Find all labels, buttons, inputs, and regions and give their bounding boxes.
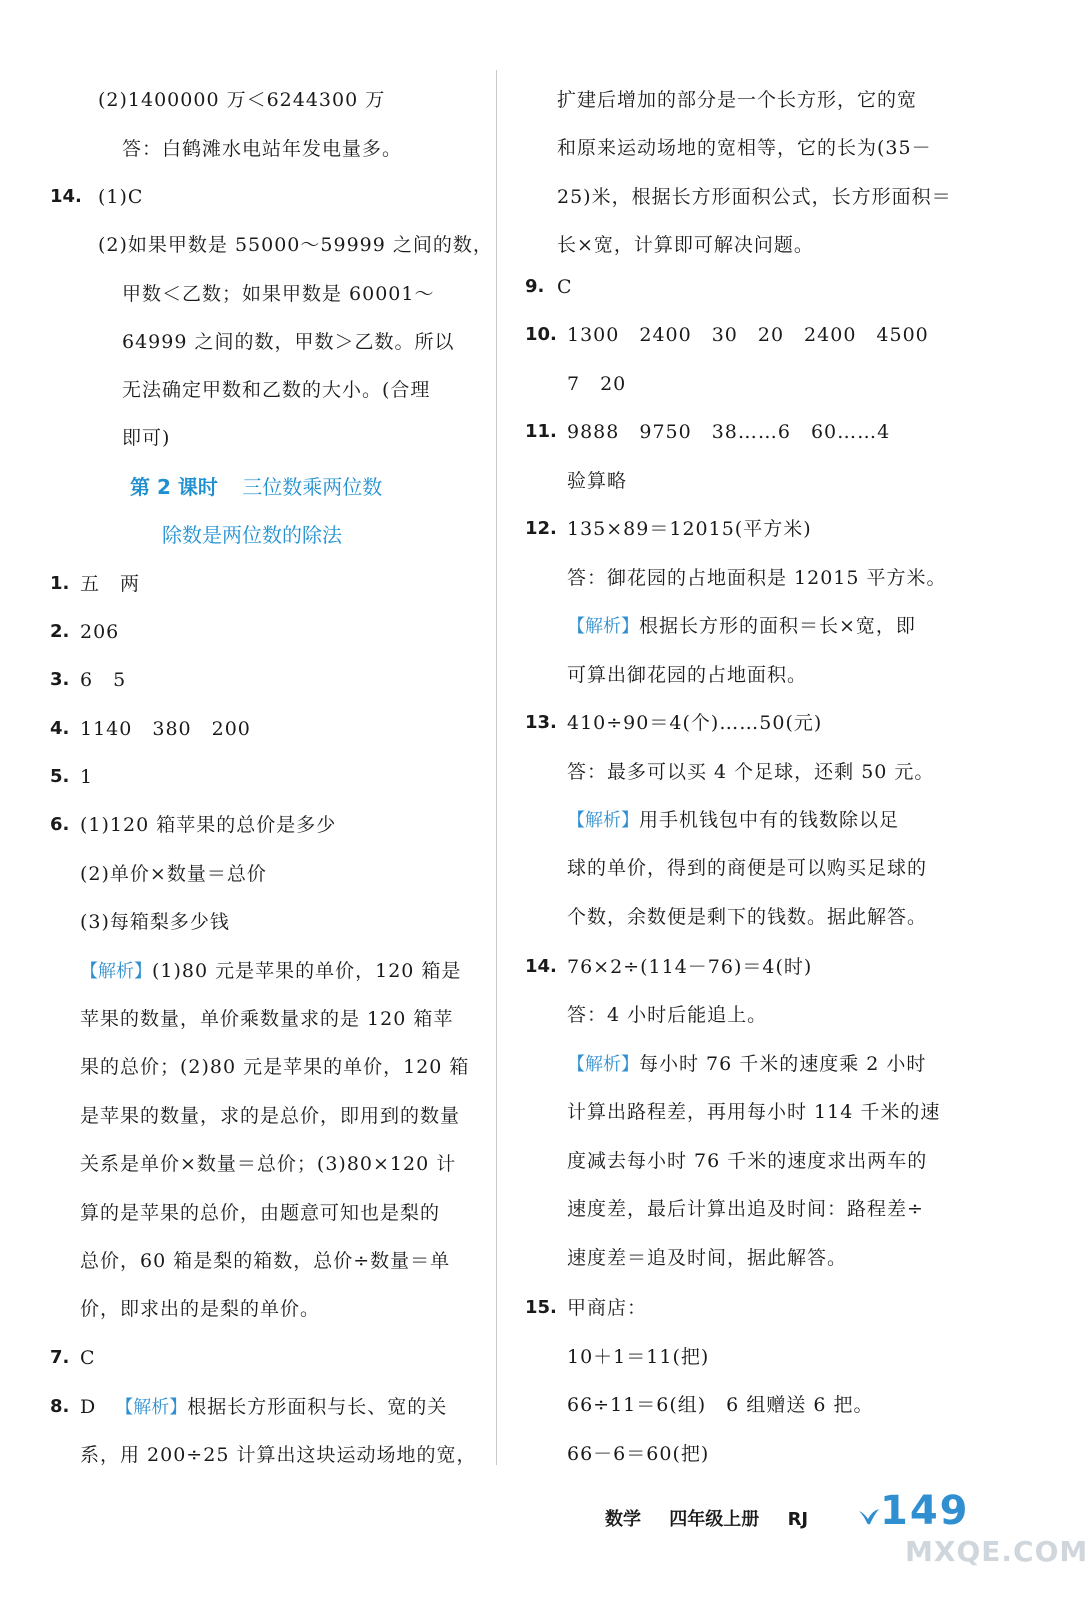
question-number: 9.: [525, 276, 545, 297]
analysis-text: 用手机钱包中有的钱数除以足: [639, 809, 900, 831]
answer-line: (1)C: [98, 186, 144, 208]
analysis-tag: 【解析】: [567, 616, 639, 637]
analysis-tag: 【解析】: [80, 961, 152, 982]
analysis-line: 可算出御花园的占地面积。: [567, 664, 808, 686]
analysis-line: 度减去每小时 76 千米的速度求出两车的: [567, 1150, 928, 1172]
analysis-line: 扩建后增加的部分是一个长方形，它的宽: [557, 89, 918, 111]
answer-line: 7 20: [567, 373, 627, 395]
analysis-line: [80, 959, 461, 984]
answer-line: 验算略: [567, 470, 628, 492]
answer-line: 9888 9750 38……6 60……4: [567, 421, 891, 443]
lesson-title: 三位数乘两位数: [242, 475, 383, 499]
answer-choice: D: [80, 1396, 97, 1418]
answer-line: (2)单价×数量＝总价: [80, 863, 267, 885]
question-number: 10.: [525, 324, 557, 345]
analysis-line: [80, 1395, 447, 1420]
question-number: 8.: [50, 1396, 70, 1417]
bird-logo-icon: [858, 1507, 880, 1527]
analysis-tag: 【解析】: [567, 810, 639, 831]
answer-line: 五 两: [80, 573, 141, 595]
analysis-line: 个数，余数便是剩下的钱数。据此解答。: [567, 906, 928, 928]
answer-line: (2)如果甲数是 55000～59999 之间的数，: [98, 234, 493, 256]
answer-line: 答：4 小时后能追上。: [567, 1004, 768, 1026]
question-number: 4.: [50, 718, 70, 739]
question-number: 2.: [50, 621, 70, 642]
lesson-label: 第 2 课时: [130, 475, 218, 499]
watermark: MXQE.COM: [905, 1535, 1088, 1568]
answer-line: 66－6＝60(把): [567, 1443, 710, 1465]
answer-line: 甲数＜乙数；如果甲数是 60001～: [122, 283, 435, 305]
question-number: 14.: [50, 186, 82, 207]
answer-line: C: [557, 276, 573, 298]
question-number: 12.: [525, 518, 557, 539]
question-number: 6.: [50, 814, 70, 835]
answer-line: C: [80, 1347, 96, 1369]
answer-line: 6 5: [80, 669, 127, 691]
analysis-line: [567, 1052, 926, 1077]
question-number: 7.: [50, 1347, 70, 1368]
analysis-line: 系，用 200÷25 计算出这块运动场地的宽，: [80, 1444, 477, 1466]
section-subheading: 除数是两位数的除法: [162, 523, 342, 547]
answer-line: 即可): [122, 427, 171, 449]
footer-subject: 数学: [605, 1509, 641, 1530]
answer-line: 1140 380 200: [80, 718, 251, 740]
answer-line: 1: [80, 766, 94, 788]
question-number: 5.: [50, 766, 70, 787]
analysis-tag: 【解析】: [567, 1054, 639, 1075]
question-number: 14.: [525, 956, 557, 977]
analysis-line: 苹果的数量，单价乘数量求的是 120 箱苹: [80, 1008, 454, 1030]
answer-line: 答：最多可以买 4 个足球，还剩 50 元。: [567, 761, 935, 783]
footer-grade: 四年级上册: [669, 1509, 760, 1530]
footer-edition: RJ: [787, 1509, 809, 1530]
analysis-line: [567, 808, 899, 833]
analysis-line: 计算出路程差，再用每小时 114 千米的速: [567, 1101, 941, 1123]
answer-line: 无法确定甲数和乙数的大小。(合理: [122, 379, 431, 401]
answer-line: 76×2÷(114－76)＝4(时): [567, 956, 813, 978]
answer-line: 1300 2400 30 20 2400 4500: [567, 324, 929, 346]
analysis-line: 和原来运动场地的宽相等，它的长为(35－: [557, 137, 932, 159]
question-number: 1.: [50, 573, 70, 594]
analysis-text: (1)80 元是苹果的单价，120 箱是: [152, 960, 462, 982]
analysis-line: 球的单价，得到的商便是可以购买足球的: [567, 857, 928, 879]
answer-line: 410÷90＝4(个)……50(元): [567, 712, 823, 734]
answer-line: 答：御花园的占地面积是 12015 平方米。: [567, 567, 947, 589]
analysis-line: 速度差＝追及时间，据此解答。: [567, 1247, 848, 1269]
question-number: 15.: [525, 1297, 557, 1318]
analysis-line: 25)米，根据长方形面积公式，长方形面积＝: [557, 186, 952, 208]
answer-line: 135×89＝12015(平方米): [567, 518, 812, 540]
analysis-line: 是苹果的数量，求的是总价，即用到的数量: [80, 1105, 461, 1127]
analysis-line: 关系是单价×数量＝总价；(3)80×120 计: [80, 1153, 457, 1175]
analysis-line: 价，即求出的是梨的单价。: [80, 1298, 321, 1320]
answer-line: 答：白鹤滩水电站年发电量多。: [122, 138, 403, 160]
analysis-line: 总价，60 箱是梨的箱数，总价÷数量＝单: [80, 1250, 451, 1272]
analysis-line: 算的是苹果的总价，由题意可知也是梨的: [80, 1202, 441, 1224]
answer-line: (2)1400000 万＜6244300 万: [98, 89, 386, 111]
analysis-line: 速度差，最后计算出追及时间：路程差÷: [567, 1198, 924, 1220]
page-number: 149: [880, 1488, 970, 1534]
analysis-text: 每小时 76 千米的速度乘 2 小时: [639, 1053, 927, 1075]
answer-line: 甲商店：: [567, 1297, 648, 1319]
answer-line: (3)每箱梨多少钱: [80, 911, 230, 933]
analysis-line: 果的总价；(2)80 元是苹果的单价，120 箱: [80, 1056, 470, 1078]
analysis-text: 根据长方形的面积＝长×宽，即: [639, 615, 916, 637]
section-heading: [130, 474, 382, 500]
answer-line: 64999 之间的数，甲数＞乙数。所以: [122, 331, 455, 353]
answer-line: 206: [80, 621, 120, 643]
question-number: 13.: [525, 712, 557, 733]
analysis-line: 长×宽，计算即可解决问题。: [557, 234, 814, 256]
question-number: 11.: [525, 421, 557, 442]
answer-line: (1)120 箱苹果的总价是多少: [80, 814, 337, 836]
question-number: 3.: [50, 669, 70, 690]
answer-line: 10＋1＝11(把): [567, 1346, 710, 1368]
page-footer: [605, 1505, 830, 1531]
analysis-line: [567, 614, 916, 639]
column-divider: [496, 70, 497, 1465]
answer-line: 66÷11＝6(组) 6 组赠送 6 把。: [567, 1394, 874, 1416]
analysis-tag: 【解析】: [115, 1397, 188, 1418]
analysis-text: 根据长方形面积与长、宽的关: [187, 1396, 448, 1418]
